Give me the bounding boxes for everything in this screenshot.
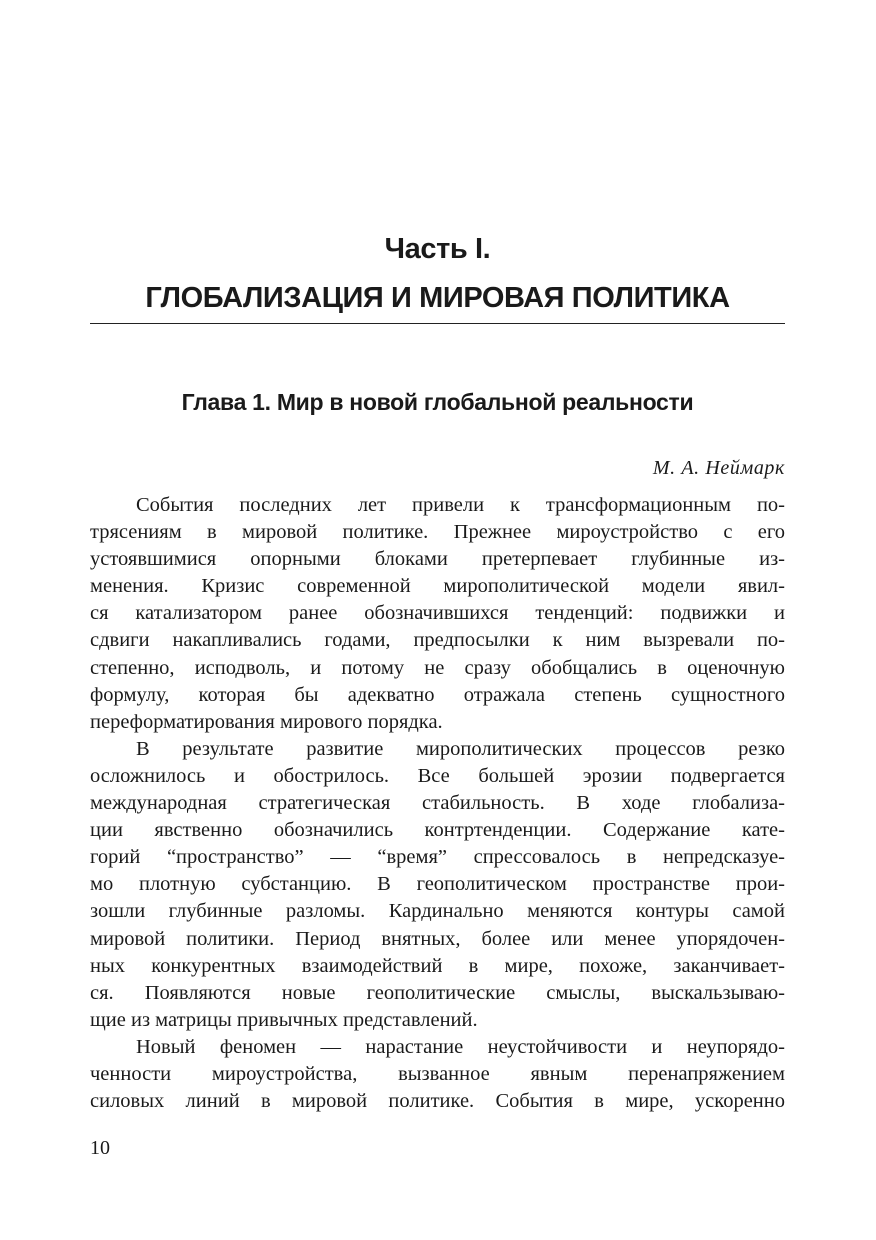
text-line: щие из матрицы привычных представлений. [90, 1008, 478, 1031]
body-text [90, 492, 785, 1115]
text-line: устоявшимися опорными блоками претерпевает глубинные из- [90, 548, 785, 571]
text-line: международная стратегическая стабильность. В ходе глобализа- [90, 792, 785, 815]
text-line: ции явственно обозначились контртенденции. Содержание кате- [90, 819, 785, 842]
text-line: События последних лет привели к трансформационным по- [136, 494, 785, 516]
text-line: менения. Кризис современной мирополитической модели явил- [90, 575, 785, 598]
text-line: сдвиги накапливались годами, предпосылки к ним вызревали по- [90, 629, 785, 652]
text-line: трясениям в мировой политике. Прежнее мироустройство с его [90, 521, 785, 544]
text-line: осложнилось и обострилось. Все большей эрозии подвергается [90, 764, 785, 787]
text-line: ся. Появляются новые геополитические смыслы, выскальзываю- [90, 981, 785, 1004]
text-line: силовых линий в мировой политике. События в мире, ускоренно [90, 1090, 785, 1113]
text-line: формулу, которая бы адекватно отражала степень сущностного [90, 683, 785, 706]
text-line: мо плотную субстанцию. В геополитическом пространстве прои- [90, 873, 785, 896]
text-line: горий “пространство” — “время” спрессовалось в непредсказуе- [90, 846, 785, 869]
text-line: Новый феномен — нарастание неустойчивости и неупорядо- [136, 1035, 785, 1058]
chapter-title: Глава 1. Мир в новой глобальной реальности [181, 389, 694, 415]
text-line: переформатирования мирового порядка. [90, 710, 443, 733]
text-line: зошли глубинные разломы. Кардинально меняются контуры самой [90, 900, 785, 923]
chapter-author: М. А. Неймарк [652, 457, 785, 479]
page-number: 10 [90, 1137, 110, 1159]
text-line: ченности мироустройства, вызванное явным перенапряжением [90, 1062, 785, 1085]
part-title: ГЛОБАЛИЗАЦИЯ И МИРОВАЯ ПОЛИТИКА [145, 282, 730, 314]
text-line: мировой политики. Период внятных, более или менее упорядочен- [90, 927, 785, 950]
text-line: В результате развитие мирополитических процессов резко [136, 737, 785, 760]
text-line: ных конкурентных взаимодействий в мире, похоже, заканчивает- [90, 954, 785, 977]
part-number: Часть I. [384, 233, 491, 265]
heading-divider [90, 323, 785, 324]
text-line: ся катализатором ранее обозначившихся тенденций: подвижки и [90, 602, 785, 625]
text-line: степенно, исподволь, и потому не сразу обобщались в оценочную [90, 656, 785, 679]
